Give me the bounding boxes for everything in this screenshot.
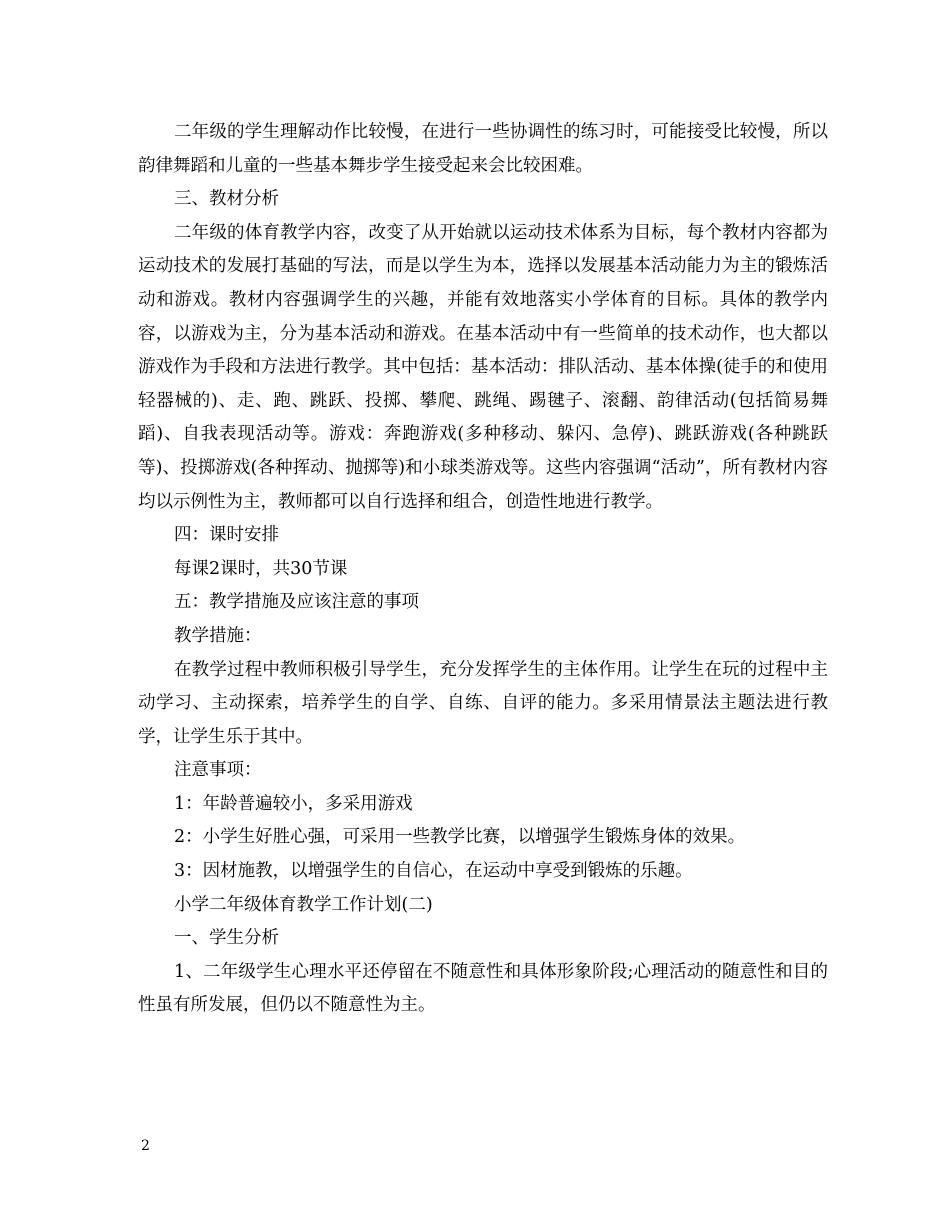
paragraph: 在教学过程中教师积极引导学生，充分发挥学生的主体作用。让学生在玩的过程中主动学习、主动探索，培养学生的自学、自练、自评的能力。多采用情景法主题法进行教学，让学生乐于其中。 (138, 659, 828, 747)
document-body (138, 116, 828, 1023)
subheading: 教学措施： (174, 625, 262, 646)
list-item: 1：年龄普遍较小，多采用游戏 (174, 793, 413, 814)
section-heading: 一、学生分析 (174, 928, 279, 949)
list-item: 3：因材施教，以增强学生的自信心，在运动中享受到锻炼的乐趣。 (174, 861, 693, 882)
paragraph: 1、二年级学生心理水平还停留在不随意性和具体形象阶段;心理活动的随意性和目的性虽有所发展，但仍以不随意性为主。 (138, 961, 828, 1016)
section-heading: 五：教学措施及应该注意的事项 (174, 592, 419, 613)
section-heading: 四：课时安排 (174, 525, 279, 546)
paragraph: 二年级的体育教学内容，改变了从开始就以运动技术体系为目标，每个教材内容都为运动技术的发展打基础的写法，而是以学生为本，选择以发展基本活动能力为主的锻炼活动和游戏。教材内容强调学生的兴趣，并能有效地落实小学体育的目标。具体的教学内容，以游戏为主，分为基本活动和游戏。在基本活动中有一些简单的技术动作，也大都以游戏作为手段和方法进行教学。其中包括：基本活动：排队活动、基本体操(徒手的和使用轻器械的)、走、跑、跳跃、投掷、攀爬、跳绳、踢毽子、滚翻、韵律活动(包括简易舞蹈)、自我表现活动等。游戏：奔跑游戏(多种移动、躲闪、急停)、跳跃游戏(各种跳跃等)、投掷游戏(各种挥动、抛掷等)和小球类游戏等。这些内容强调“活动”，所有教材内容均以示例性为主，教师都可以自行选择和组合，创造性地进行教学。 (138, 222, 828, 512)
paragraph: 每课2课时，共30节课 (174, 558, 348, 579)
section-heading: 三、教材分析 (174, 189, 279, 210)
document-title: 小学二年级体育教学工作计划(二) (174, 894, 433, 915)
list-item: 2：小学生好胜心强，可采用一些教学比赛，以增强学生锻炼身体的效果。 (174, 827, 746, 848)
page-number: 2 (141, 1138, 150, 1154)
subheading: 注意事项： (174, 760, 262, 781)
paragraph: 二年级的学生理解动作比较慢，在进行一些协调性的练习时，可能接受比较慢，所以韵律舞蹈和儿童的一些基本舞步学生接受起来会比较困难。 (138, 122, 828, 176)
